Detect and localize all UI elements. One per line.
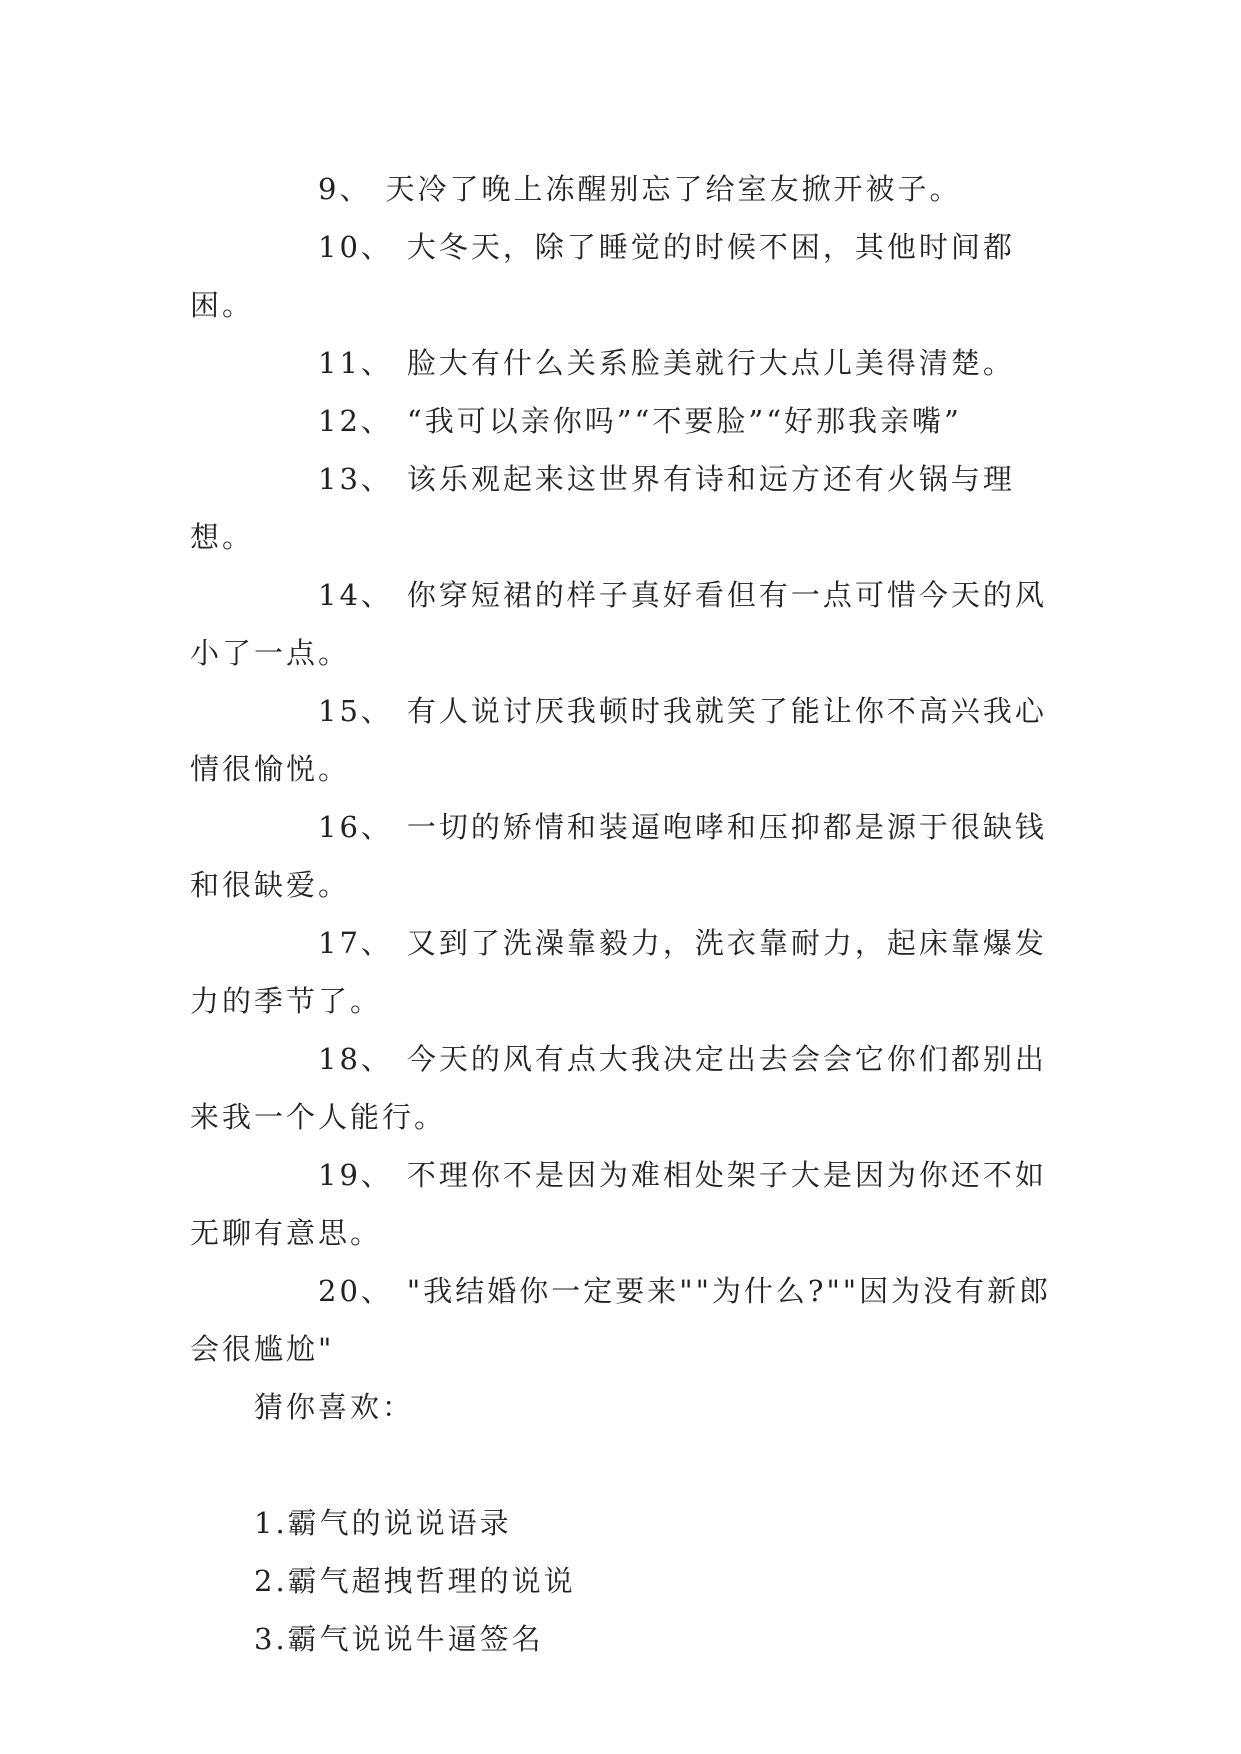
entry-item bbox=[190, 1030, 1060, 1146]
entry-text: 天冷了晚上冻醒别忘了给室友掀开被子。 bbox=[385, 172, 962, 206]
entry-item bbox=[190, 1146, 1060, 1262]
entry-text: 你穿短裙的样子真好看但有一点可惜今天的风小了一点。 bbox=[190, 578, 1047, 670]
recommend-link[interactable]: 2.霸气超拽哲理的说说 bbox=[254, 1564, 576, 1598]
entry-item bbox=[190, 392, 1060, 450]
entry-item bbox=[190, 450, 1060, 566]
entry-text: "我结婚你一定要来""为什么?""因为没有新郎会很尴尬" bbox=[190, 1274, 1052, 1366]
entry-item bbox=[190, 914, 1060, 1030]
entry-text: 一切的矫情和装逼咆哮和压抑都是源于很缺钱和很缺爱。 bbox=[190, 810, 1047, 902]
entry-item bbox=[190, 798, 1060, 914]
entry-text: 有人说讨厌我顿时我就笑了能让你不高兴我心情很愉悦。 bbox=[190, 694, 1047, 786]
entry-item bbox=[190, 160, 1060, 218]
entry-text: 今天的风有点大我决定出去会会它你们都别出来我一个人能行。 bbox=[190, 1042, 1047, 1134]
entry-number: 12、 bbox=[318, 404, 393, 438]
recommend-list bbox=[190, 1494, 1060, 1668]
entry-number: 16、 bbox=[318, 810, 393, 844]
entry-text: 脸大有什么关系脸美就行大点儿美得清楚。 bbox=[406, 346, 1015, 380]
recommend-link[interactable]: 3.霸气说说牛逼签名 bbox=[254, 1622, 544, 1656]
entry-text: 又到了洗澡靠毅力，洗衣靠耐力，起床靠爆发力的季节了。 bbox=[190, 926, 1047, 1018]
entry-item bbox=[190, 566, 1060, 682]
entry-number: 20、 bbox=[318, 1274, 393, 1308]
entry-number: 19、 bbox=[318, 1158, 393, 1192]
entry-item bbox=[190, 218, 1060, 334]
entry-number: 18、 bbox=[318, 1042, 393, 1076]
entry-number: 15、 bbox=[318, 694, 393, 728]
entry-text: 不理你不是因为难相处架子大是因为你还不如无聊有意思。 bbox=[190, 1158, 1047, 1250]
entry-text: 该乐观起来这世界有诗和远方还有火锅与理想。 bbox=[190, 462, 1015, 554]
recommend-link[interactable]: 1.霸气的说说语录 bbox=[254, 1506, 512, 1540]
entry-item bbox=[190, 682, 1060, 798]
entry-number: 11、 bbox=[318, 346, 393, 380]
recommend-title: 猜你喜欢： bbox=[254, 1390, 415, 1424]
entry-number: 17、 bbox=[318, 926, 393, 960]
entry-number: 9、 bbox=[318, 172, 372, 206]
document-content bbox=[190, 160, 1060, 1668]
entry-text: “我可以亲你吗”“不要脸”“好那我亲嘴” bbox=[406, 404, 962, 438]
entry-item bbox=[190, 334, 1060, 392]
entry-number: 10、 bbox=[318, 230, 393, 264]
entry-text: 大冬天，除了睡觉的时候不困，其他时间都困。 bbox=[190, 230, 1015, 322]
entry-number: 14、 bbox=[318, 578, 393, 612]
entry-item bbox=[190, 1262, 1060, 1378]
spacer bbox=[190, 1436, 1060, 1494]
entry-number: 13、 bbox=[318, 462, 393, 496]
